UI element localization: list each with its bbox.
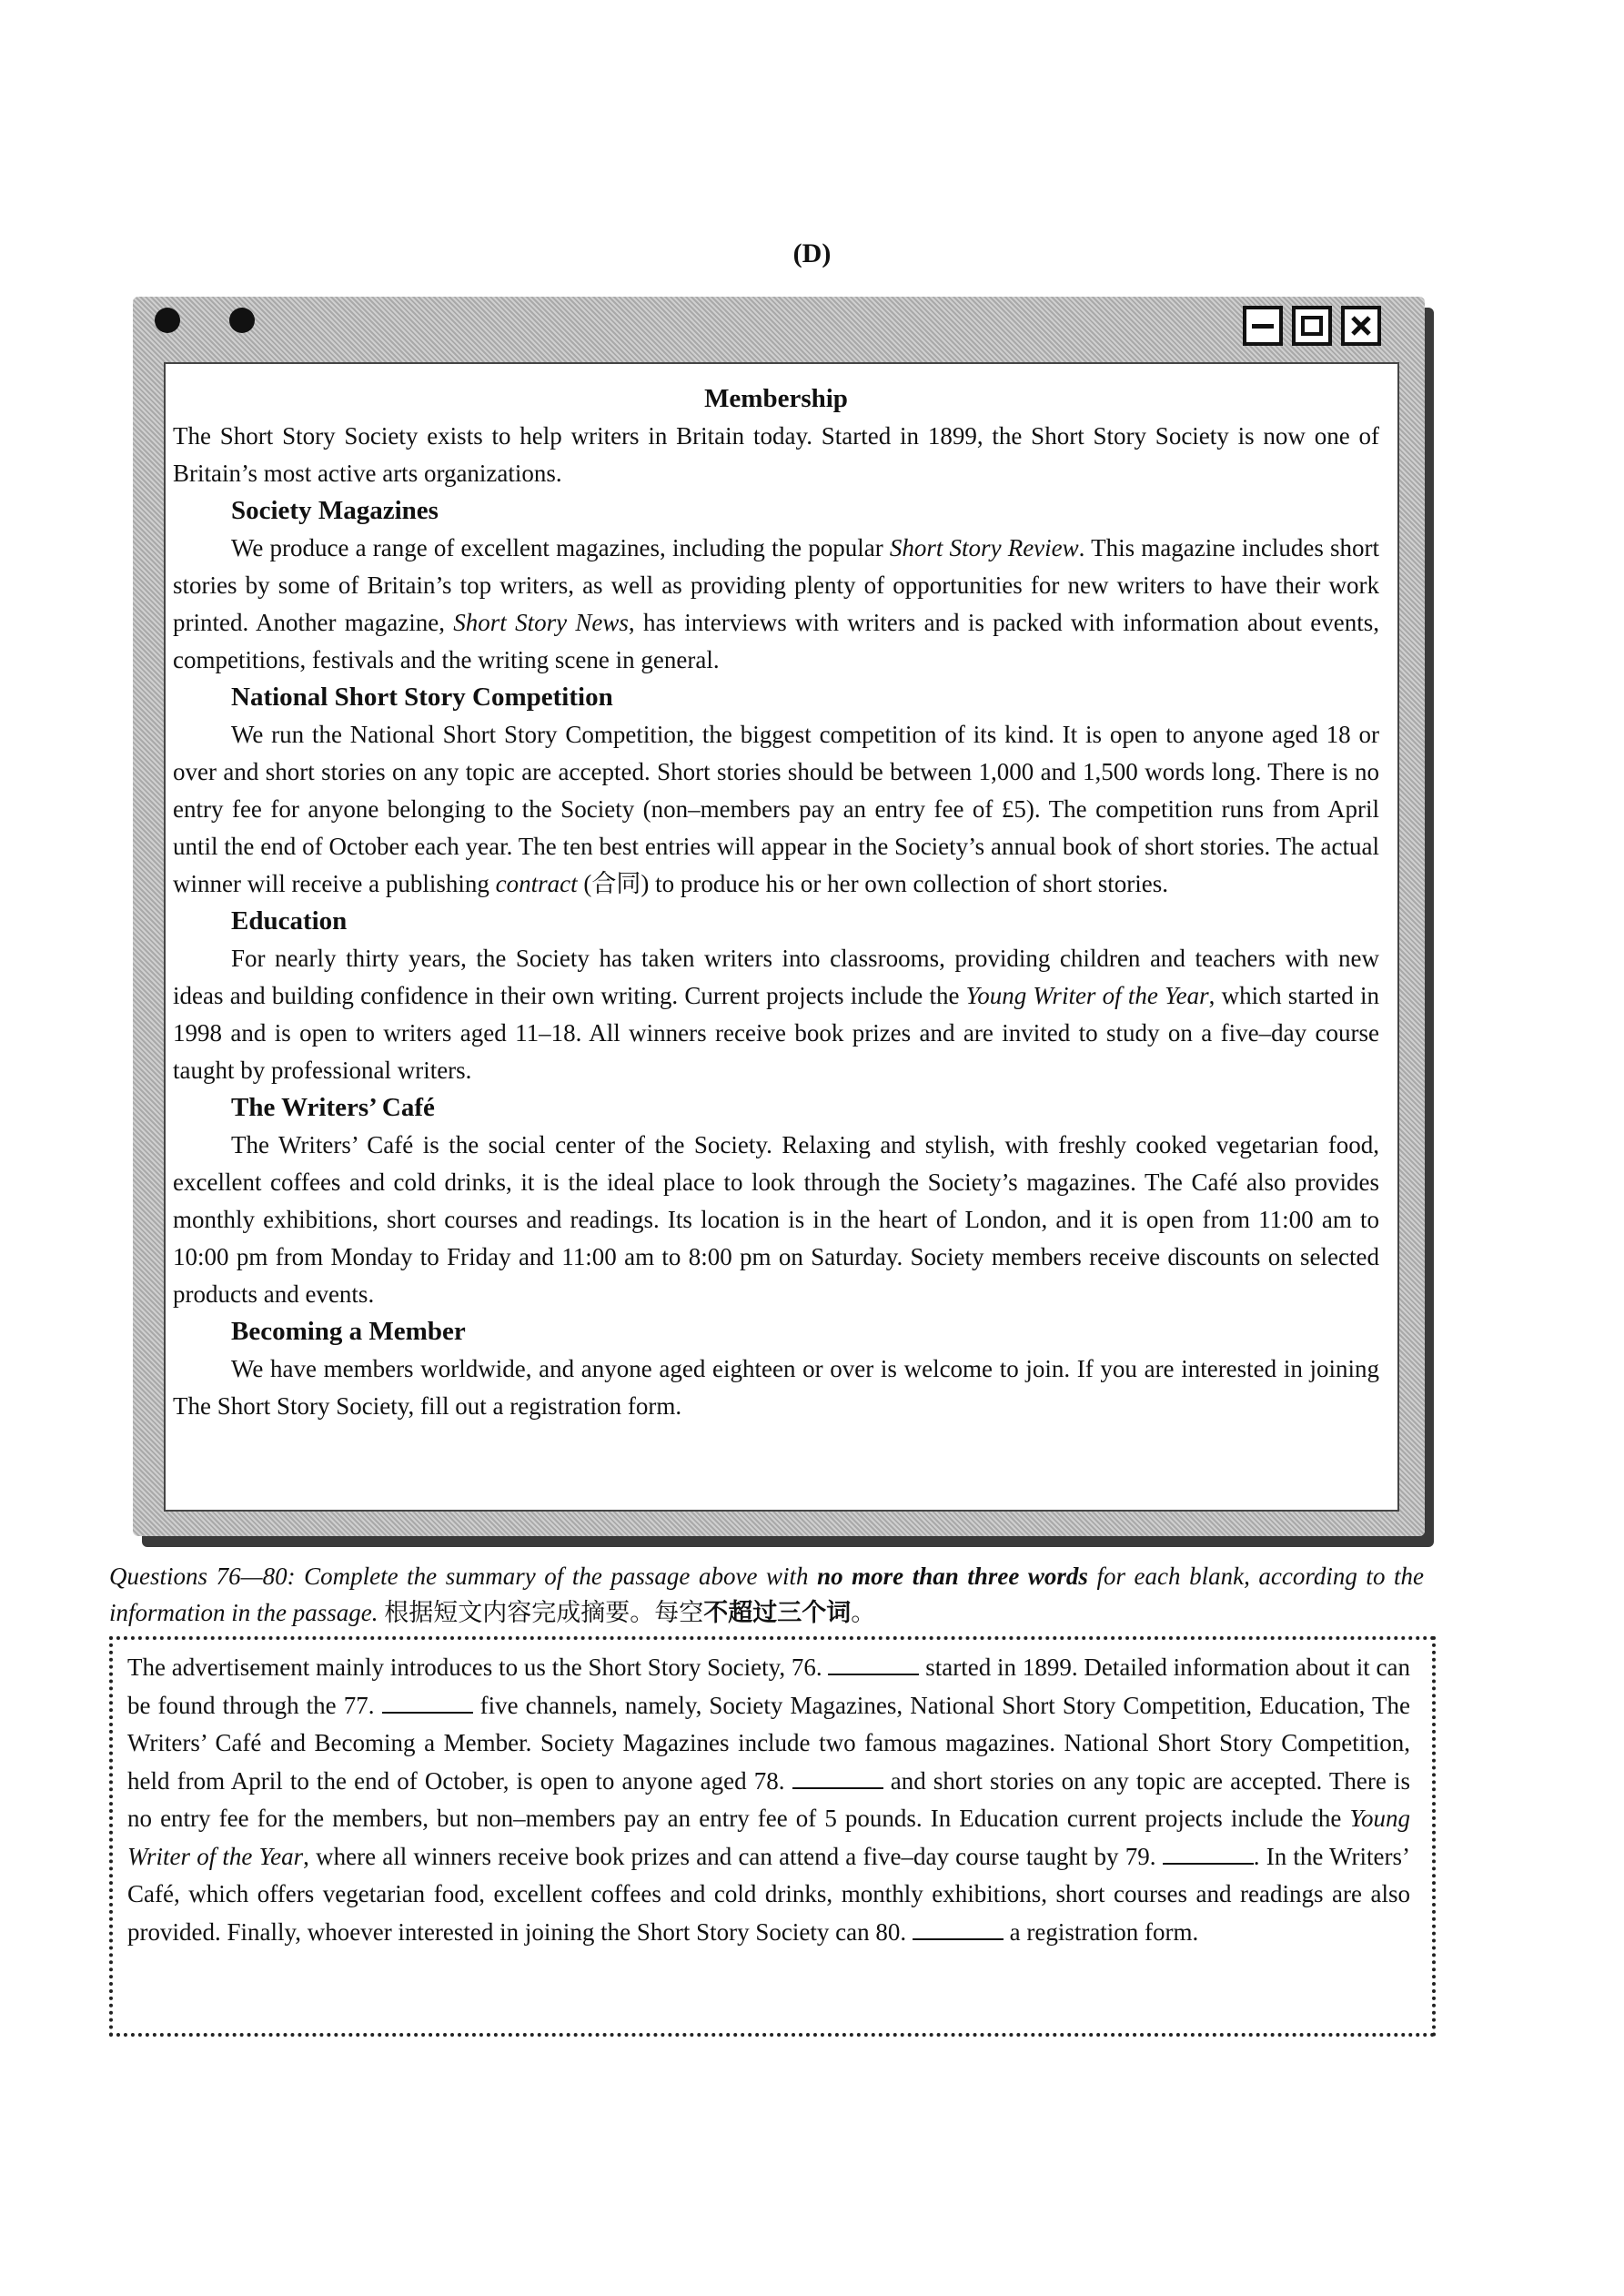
maximize-icon[interactable]: [1292, 306, 1332, 346]
questions-instructions: Questions 76—80: Complete the summary of the passage above with no more than three words for each blank, according to the information in the passage. 根据短文内容完成摘要。每空不超过三个词。: [109, 1563, 1424, 1626]
section-label: (D): [792, 238, 832, 268]
section-heading-member: Becoming a Member: [231, 1317, 466, 1346]
blank-76[interactable]: [828, 1650, 919, 1675]
blank-78[interactable]: [792, 1764, 883, 1789]
section-heading-education: Education: [231, 906, 348, 936]
education-paragraph: For nearly thirty years, the Society has taken writers into classrooms, providing children and teachers with new ideas and building confidence in their own writing. Current projects include the Young Writer of the Year, which started in 1998 and is open to writers aged 11–18. All winners receive book prizes and are invited to study on a five–day course taught by professional writers.: [173, 945, 1379, 1084]
blank-80[interactable]: [913, 1915, 1004, 1940]
minimize-icon[interactable]: [1243, 306, 1283, 346]
member-paragraph: We have members worldwide, and anyone aged eighteen or over is welcome to join. If you are interested in joining The Short Story Society, fill out a registration form.: [173, 1355, 1379, 1420]
cafe-paragraph: The Writers’ Café is the social center of the Society. Relaxing and stylish, with freshly cooked vegetarian food, excellent coffees and cold drinks, it is the ideal place to look through the Society’s magazines. The Café also provides monthly exhibitions, short courses and readings. Its location is in the heart of London, and it is open from 11:00 am to 10:00 pm from Monday to Friday and 11:00 am to 8:00 pm on Saturday. Society members receive discounts on selected products and events.: [173, 1131, 1379, 1308]
window-dot-icon: [229, 308, 255, 333]
blank-79[interactable]: [1163, 1839, 1254, 1865]
section-heading-cafe: The Writers’ Café: [231, 1093, 435, 1122]
section-heading-competition: National Short Story Competition: [231, 683, 613, 712]
membership-article: [173, 380, 1379, 1425]
blank-77[interactable]: [382, 1688, 473, 1714]
window-dot-icon: [155, 308, 180, 333]
article-title: Membership: [704, 384, 848, 413]
competition-paragraph: We run the National Short Story Competition, the biggest competition of its kind. It is open to anyone aged 18 or over and short stories on any topic are accepted. Short stories should be between 1,000 and 1,500 words long. There is no entry fee for anyone belonging to the Society (non–members pay an entry fee of £5). The competition runs from April until the end of October each year. The ten best entries will appear in the Society’s annual book of short stories. The actual winner will receive a publishing contract (合同) to produce his or her own collection of short stories.: [173, 721, 1379, 897]
magazines-paragraph: We produce a range of excellent magazines, including the popular Short Story Review. This magazine includes short stories by some of Britain’s top writers, as well as providing plenty of opportunities for new writers to have their work printed. Another magazine, Short Story News, has interviews with writers and is packed with information about events, competitions, festivals and the writing scene in general.: [173, 534, 1379, 673]
section-heading-magazines: Society Magazines: [231, 496, 439, 525]
summary-paragraph: The advertisement mainly introduces to us the Short Story Society, 76. started in 1899. Detailed information about it can be found through the 77. five channels, namely, Society Magazines, National Short Story Competition, Education, The Writers’ Café and Becoming a Member. Society Magazines include two famous magazines. National Short Story Competition, held from April to the end of October, is open to anyone aged 78. and short stories on any topic are accepted. There is no entry fee for the members, but non–members pay an entry fee of 5 pounds. In Education current projects include the Young Writer of the Year, where all winners receive book prizes and can attend a five–day course taught by 79. . In the Writers’ Café, which offers vegetarian food, excellent coffees and cold drinks, monthly exhibitions, short courses and readings are also provided. Finally, whoever interested in joining the Short Story Society can 80. a registration form.: [127, 1649, 1410, 1951]
intro-paragraph: The Short Story Society exists to help writers in Britain today. Started in 1899, the Short Story Society is now one of Britain’s most active arts organizations.: [173, 422, 1379, 487]
close-icon[interactable]: [1341, 306, 1381, 346]
